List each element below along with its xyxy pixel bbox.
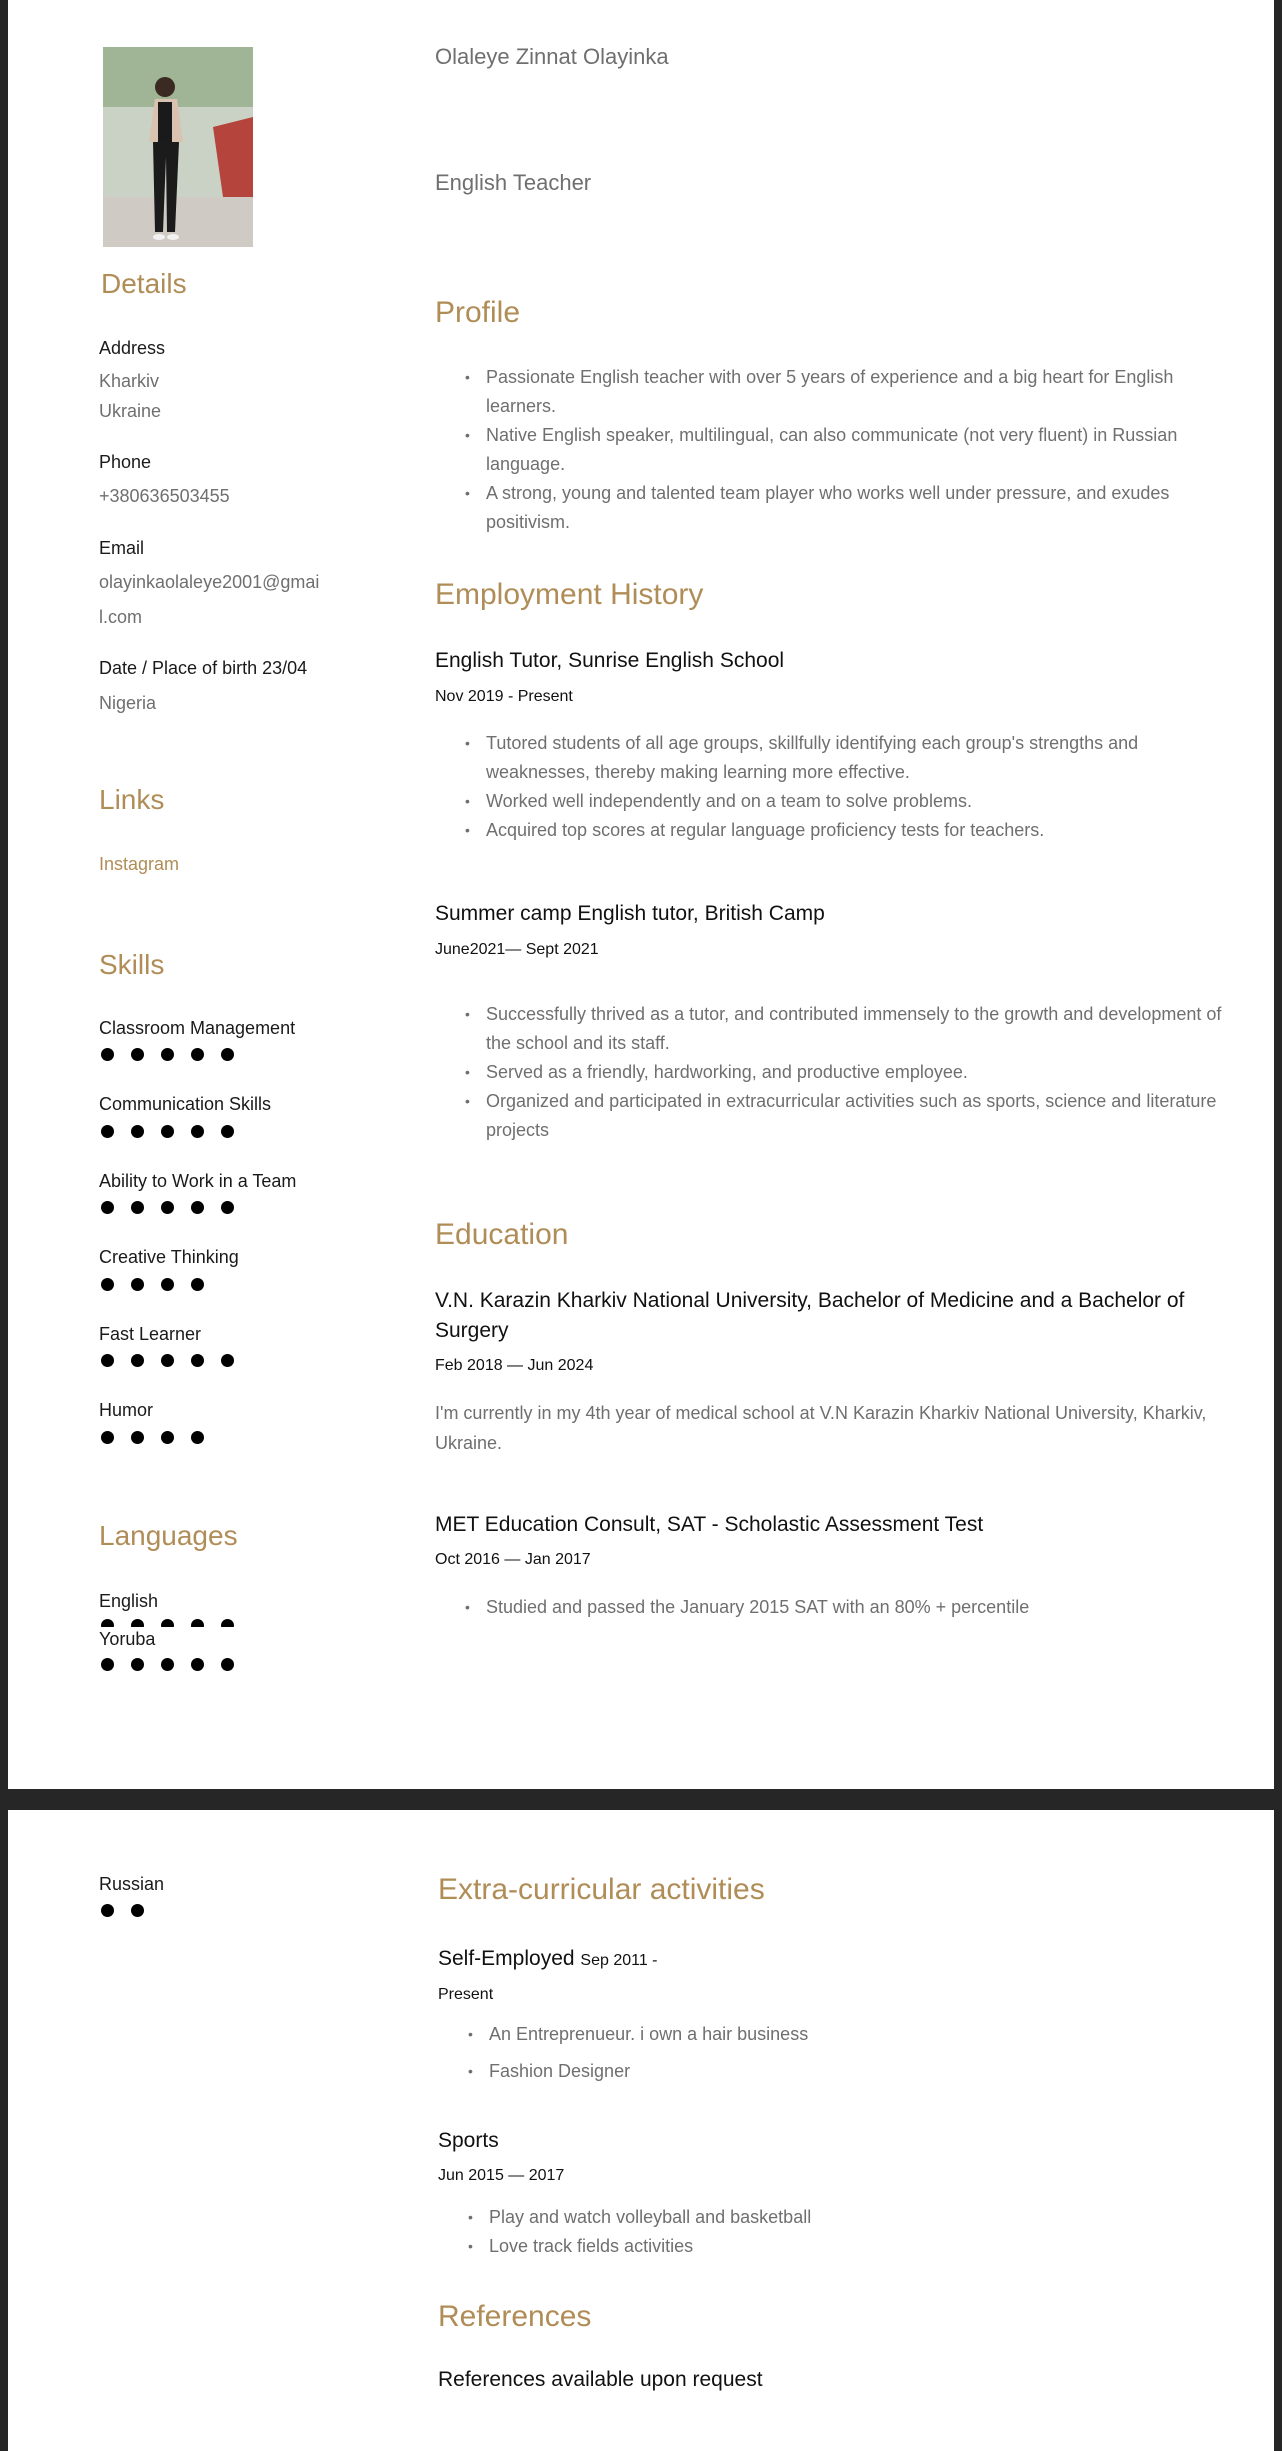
skill-rating xyxy=(101,1201,251,1215)
rating-dot xyxy=(161,1619,174,1627)
profile-photo xyxy=(103,47,253,247)
rating-dot xyxy=(221,1354,234,1367)
references-heading: References xyxy=(438,2300,592,2333)
rating-dot xyxy=(131,1048,144,1061)
education-description: I'm currently in my 4th year of medical school at V.N Karazin Kharkiv National University, Kharkiv, Ukraine. xyxy=(435,1403,1207,1453)
rating-dot xyxy=(131,1658,144,1671)
rating-dot xyxy=(101,1431,114,1444)
list-item: • Tutored students of all age groups, skillfully identifying each group's strengths and weaknesses, thereby making learning more effective. xyxy=(435,729,1205,787)
education-bullets xyxy=(435,1593,1205,1622)
email-value-line2: l.com xyxy=(99,607,143,627)
list-item: • Served as a friendly, hardworking, and productive employee. xyxy=(435,1058,1225,1087)
rating-dot xyxy=(191,1658,204,1671)
rating-dot xyxy=(131,1904,144,1917)
birth-value: Nigeria xyxy=(99,693,157,713)
rating-dot xyxy=(221,1201,234,1214)
language-rating xyxy=(101,1619,251,1627)
job-bullets xyxy=(435,729,1205,845)
list-item: • Successfully thrived as a tutor, and contributed immensely to the growth and development of the school and its staff. xyxy=(435,1000,1225,1058)
employment-heading: Employment History xyxy=(435,578,704,611)
activity-title: Self-Employed xyxy=(438,1947,575,1970)
links-heading: Links xyxy=(99,784,165,815)
resume-page-2 xyxy=(8,1810,1274,2451)
rating-dot xyxy=(101,1048,114,1061)
job-entry-date: Nov 2019 - Present xyxy=(435,688,573,705)
rating-dot xyxy=(161,1278,174,1291)
languages-heading: Languages xyxy=(99,1520,238,1551)
rating-dot xyxy=(161,1431,174,1444)
skill-rating xyxy=(101,1354,251,1368)
rating-dot xyxy=(221,1619,234,1627)
list-item: • Play and watch volleyball and basketball xyxy=(438,2203,1198,2232)
list-item: • Organized and participated in extracurricular activities such as sports, science and literature projects xyxy=(435,1087,1225,1145)
address-label: Address xyxy=(99,338,166,358)
rating-dot xyxy=(101,1619,114,1627)
rating-dot xyxy=(191,1619,204,1627)
profile-heading: Profile xyxy=(435,296,521,329)
activity-date: Sep 2011 - xyxy=(580,1952,658,1969)
rating-dot xyxy=(101,1904,114,1917)
skill-name: Fast Learner xyxy=(99,1324,202,1344)
address-city: Kharkiv xyxy=(99,371,160,391)
education-heading: Education xyxy=(435,1218,569,1251)
rating-dot xyxy=(131,1125,144,1138)
birth-label: Date / Place of birth 23/04 xyxy=(99,658,308,678)
instagram-link[interactable]: Instagram xyxy=(99,854,180,874)
language-name: Russian xyxy=(99,1874,165,1894)
job-bullets xyxy=(435,1000,1225,1145)
references-text: References available upon request xyxy=(438,2368,763,2391)
activity-entry-title xyxy=(438,1947,658,1971)
skills-heading: Skills xyxy=(99,949,165,980)
rating-dot xyxy=(221,1658,234,1671)
phone-value: +380636503455 xyxy=(99,486,230,506)
skill-rating xyxy=(101,1431,221,1445)
list-item: • Studied and passed the January 2015 SAT with an 80% + percentile xyxy=(435,1593,1205,1622)
rating-dot xyxy=(161,1658,174,1671)
activity-date: Jun 2015 — 2017 xyxy=(438,2167,565,2184)
rating-dot xyxy=(161,1048,174,1061)
rating-dot xyxy=(161,1125,174,1138)
job-title: English Teacher xyxy=(435,170,592,195)
skill-name: Communication Skills xyxy=(99,1094,272,1114)
list-item: • Fashion Designer xyxy=(438,2053,1198,2090)
skill-rating xyxy=(101,1125,251,1139)
profile-bullets xyxy=(435,363,1205,537)
rating-dot xyxy=(191,1278,204,1291)
email-label: Email xyxy=(99,538,145,558)
job-entry-title: English Tutor, Sunrise English School xyxy=(435,649,785,672)
rating-dot xyxy=(131,1354,144,1367)
candidate-name: Olaleye Zinnat Olayinka xyxy=(435,44,669,69)
rating-dot xyxy=(101,1125,114,1138)
skill-name: Ability to Work in a Team xyxy=(99,1171,297,1191)
list-item: • An Entreprenueur. i own a hair business xyxy=(438,2016,1198,2053)
language-rating xyxy=(101,1658,251,1672)
rating-dot xyxy=(131,1278,144,1291)
details-heading: Details xyxy=(101,268,187,299)
rating-dot xyxy=(101,1278,114,1291)
activity-bullets xyxy=(438,2203,1198,2261)
education-entry-date: Oct 2016 — Jan 2017 xyxy=(435,1551,591,1568)
list-item: • Passionate English teacher with over 5 years of experience and a big heart for English learners. xyxy=(435,363,1205,421)
skill-rating xyxy=(101,1048,251,1062)
rating-dot xyxy=(191,1201,204,1214)
email-value-line1: olayinkaolaleye2001@gmai xyxy=(99,572,320,592)
skill-name: Humor xyxy=(99,1400,154,1420)
skill-name: Creative Thinking xyxy=(99,1247,239,1267)
list-item: • Acquired top scores at regular language proficiency tests for teachers. xyxy=(435,816,1205,845)
education-entry-date: Feb 2018 — Jun 2024 xyxy=(435,1357,594,1374)
rating-dot xyxy=(101,1201,114,1214)
language-rating xyxy=(101,1904,161,1918)
education-entry-title: V.N. Karazin Kharkiv National University, Bachelor of Medicine and a Bachelor of Surgery xyxy=(435,1289,1185,1342)
list-item: • A strong, young and talented team player who works well under pressure, and exudes positivism. xyxy=(435,479,1205,537)
rating-dot xyxy=(161,1354,174,1367)
language-name: Yoruba xyxy=(99,1629,156,1649)
rating-dot xyxy=(191,1354,204,1367)
rating-dot xyxy=(191,1431,204,1444)
rating-dot xyxy=(221,1125,234,1138)
job-entry-title: Summer camp English tutor, British Camp xyxy=(435,902,825,925)
rating-dot xyxy=(101,1658,114,1671)
activity-bullets xyxy=(438,2016,1198,2090)
activity-entry-title: Sports xyxy=(438,2129,499,2152)
rating-dot xyxy=(191,1048,204,1061)
rating-dot xyxy=(191,1125,204,1138)
extracurricular-heading: Extra-curricular activities xyxy=(438,1873,765,1906)
rating-dot xyxy=(131,1201,144,1214)
activity-date-cont: Present xyxy=(438,1986,494,2003)
education-entry-title: MET Education Consult, SAT - Scholastic Assessment Test xyxy=(435,1513,984,1536)
list-item: • Native English speaker, multilingual, can also communicate (not very fluent) in Russian language. xyxy=(435,421,1205,479)
address-country: Ukraine xyxy=(99,401,162,421)
rating-dot xyxy=(131,1431,144,1444)
skill-name: Classroom Management xyxy=(99,1018,296,1038)
rating-dot xyxy=(131,1619,144,1627)
rating-dot xyxy=(221,1048,234,1061)
skill-rating xyxy=(101,1278,221,1292)
job-entry-date: June2021— Sept 2021 xyxy=(435,941,599,958)
phone-label: Phone xyxy=(99,452,152,472)
list-item: • Worked well independently and on a team to solve problems. xyxy=(435,787,1205,816)
resume-page-1 xyxy=(8,0,1274,1789)
language-name: English xyxy=(99,1591,159,1611)
list-item: • Love track fields activities xyxy=(438,2232,1198,2261)
rating-dot xyxy=(101,1354,114,1367)
rating-dot xyxy=(161,1201,174,1214)
